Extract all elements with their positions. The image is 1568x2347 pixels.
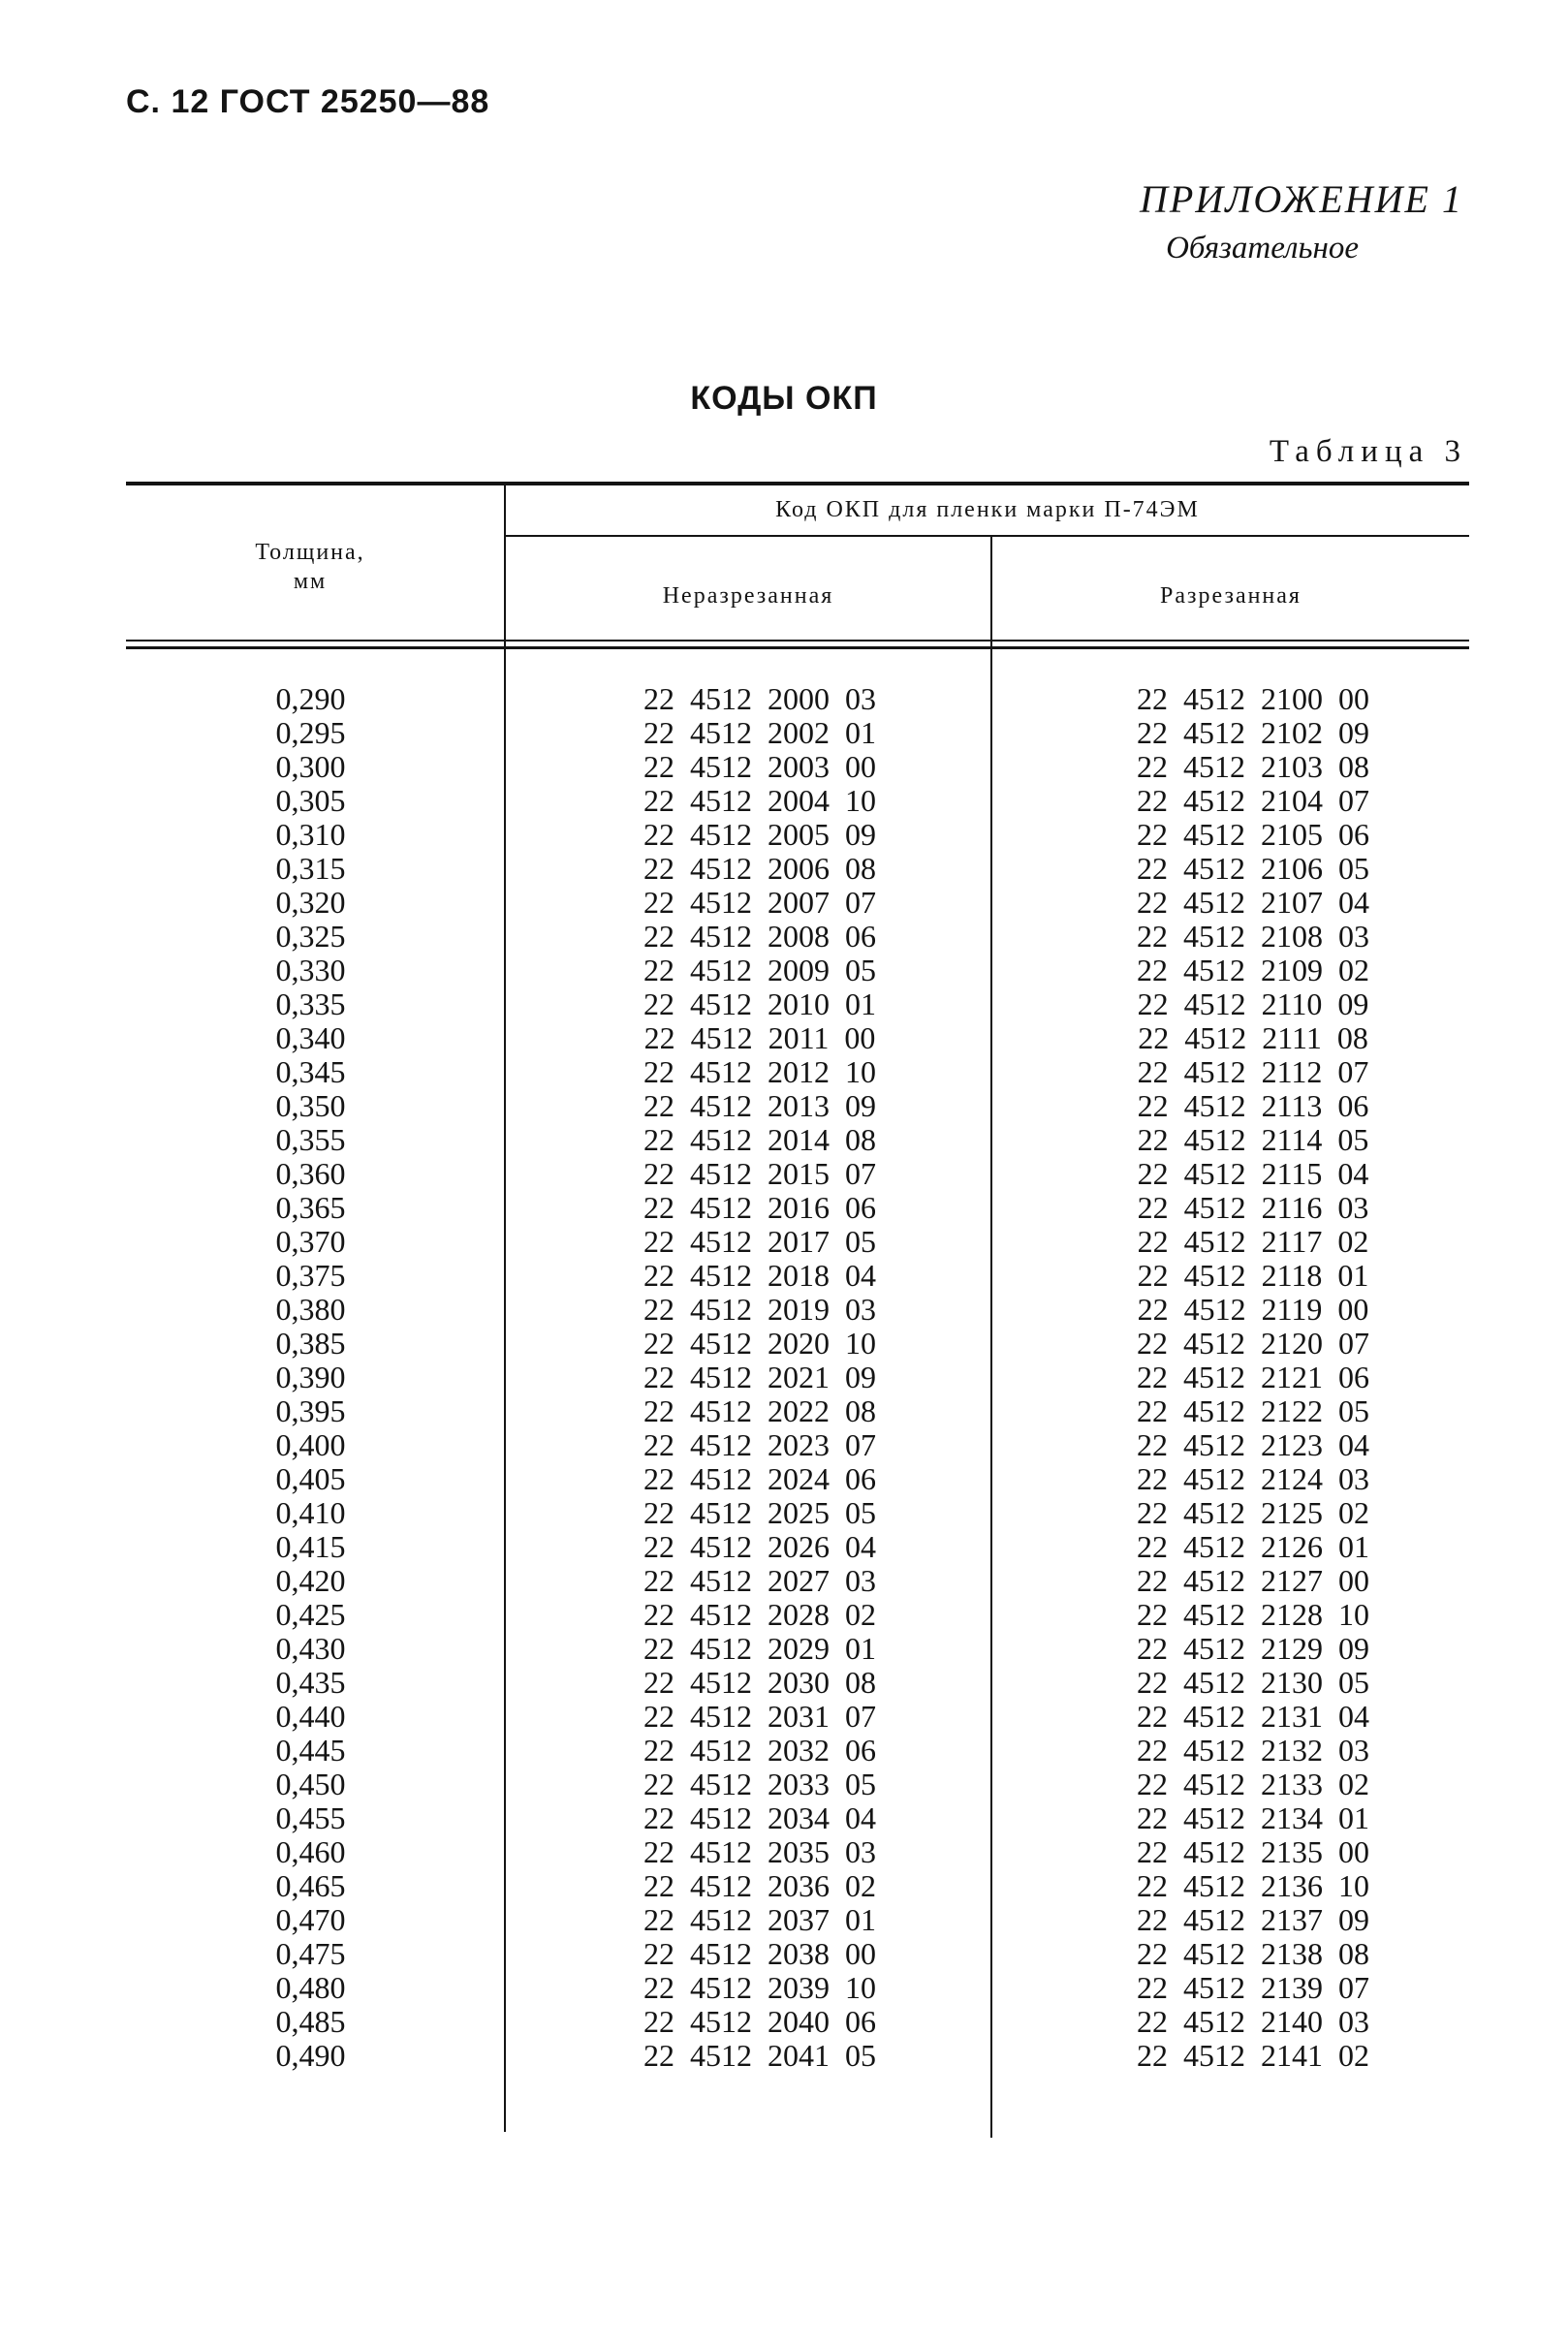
thickness-cell: 0,385: [275, 1326, 346, 1361]
thickness-cell: 0,445: [275, 1733, 346, 1768]
cut-code-cell: 22 4512 2129 09: [1137, 1631, 1369, 1666]
uncut-code-cell: 22 4512 2039 10: [643, 1970, 876, 2005]
table-row: [0, 1191, 1568, 1225]
table-row: [0, 818, 1568, 852]
table-row: [0, 852, 1568, 886]
table-row: [0, 1530, 1568, 1564]
thickness-cell: 0,305: [275, 783, 346, 818]
uncut-code-cell: 22 4512 2021 09: [643, 1360, 876, 1394]
cut-code-cell: 22 4512 2141 02: [1137, 2038, 1369, 2073]
uncut-code-cell: 22 4512 2027 03: [643, 1563, 876, 1598]
table-row: [0, 1225, 1568, 1259]
table-row: [0, 1123, 1568, 1157]
cut-code-cell: 22 4512 2122 05: [1137, 1393, 1369, 1428]
thickness-cell: 0,315: [275, 851, 346, 886]
table-row: [0, 1021, 1568, 1055]
table-row: [0, 1700, 1568, 1734]
uncut-code-cell: 22 4512 2024 06: [643, 1461, 876, 1496]
uncut-code-cell: 22 4512 2038 00: [643, 1936, 876, 1971]
thickness-cell: 0,410: [275, 1495, 346, 1530]
table-row: [0, 682, 1568, 716]
uncut-code-cell: 22 4512 2005 09: [643, 817, 876, 852]
uncut-code-cell: 22 4512 2009 05: [643, 953, 876, 987]
thickness-cell: 0,470: [275, 1902, 346, 1937]
uncut-code-cell: 22 4512 2035 03: [643, 1834, 876, 1869]
table-row: [0, 2005, 1568, 2039]
uncut-code-cell: 22 4512 2036 02: [643, 1868, 876, 1903]
cut-code-cell: 22 4512 2109 02: [1137, 953, 1369, 987]
thickness-cell: 0,330: [275, 953, 346, 987]
cut-code-cell: 22 4512 2139 07: [1137, 1970, 1369, 2005]
uncut-code-cell: 22 4512 2033 05: [643, 1767, 876, 1801]
appendix-title: ПРИЛОЖЕНИЕ 1: [1140, 177, 1463, 221]
table-row: [0, 1259, 1568, 1293]
table-row: [0, 1293, 1568, 1327]
cut-code-cell: 22 4512 2105 06: [1137, 817, 1369, 852]
uncut-code-cell: 22 4512 2004 10: [643, 783, 876, 818]
header-thickness: Толщина, мм: [255, 540, 365, 594]
table-top-rule: [126, 482, 1469, 485]
uncut-code-cell: 22 4512 2023 07: [643, 1427, 876, 1462]
uncut-code-cell: 22 4512 2015 07: [643, 1156, 876, 1191]
header-okp-code: Код ОКП для пленки марки П-74ЭМ: [775, 497, 1200, 522]
table-row: [0, 1394, 1568, 1428]
table-row: [0, 1869, 1568, 1903]
cut-code-cell: 22 4512 2106 05: [1137, 851, 1369, 886]
table-row: [0, 1157, 1568, 1191]
cut-code-cell: 22 4512 2102 09: [1137, 715, 1369, 750]
uncut-code-cell: 22 4512 2006 08: [643, 851, 876, 886]
thickness-cell: 0,425: [275, 1597, 346, 1632]
cut-code-cell: 22 4512 2104 07: [1137, 783, 1369, 818]
cut-code-cell: 22 4512 2116 03: [1137, 1190, 1369, 1225]
table-row: [0, 2039, 1568, 2073]
thickness-cell: 0,310: [275, 817, 346, 852]
table-row: [0, 1971, 1568, 2005]
thickness-cell: 0,370: [275, 1224, 346, 1259]
cut-code-cell: 22 4512 2124 03: [1137, 1461, 1369, 1496]
thickness-cell: 0,375: [275, 1258, 346, 1293]
table-row: [0, 1428, 1568, 1462]
cut-code-cell: 22 4512 2132 03: [1137, 1733, 1369, 1768]
thickness-cell: 0,295: [275, 715, 346, 750]
table-row: [0, 750, 1568, 784]
cut-code-cell: 22 4512 2138 08: [1137, 1936, 1369, 1971]
table-row: [0, 1801, 1568, 1835]
table-row: [0, 1089, 1568, 1123]
cut-code-cell: 22 4512 2113 06: [1137, 1088, 1369, 1123]
cut-code-cell: 22 4512 2131 04: [1137, 1699, 1369, 1734]
table-row: [0, 1666, 1568, 1700]
cut-code-cell: 22 4512 2125 02: [1137, 1495, 1369, 1530]
cut-code-cell: 22 4512 2114 05: [1137, 1122, 1369, 1157]
thickness-cell: 0,340: [275, 1020, 346, 1055]
cut-code-cell: 22 4512 2110 09: [1137, 986, 1369, 1021]
uncut-code-cell: 22 4512 2016 06: [643, 1190, 876, 1225]
thickness-cell: 0,355: [275, 1122, 346, 1157]
thickness-cell: 0,420: [275, 1563, 346, 1598]
uncut-code-cell: 22 4512 2003 00: [643, 749, 876, 784]
thickness-cell: 0,490: [275, 2038, 346, 2073]
header-bottom-rule-2: [126, 646, 1469, 649]
uncut-code-cell: 22 4512 2014 08: [643, 1122, 876, 1157]
thickness-cell: 0,475: [275, 1936, 346, 1971]
cut-code-cell: 22 4512 2127 00: [1137, 1563, 1369, 1598]
cut-code-cell: 22 4512 2118 01: [1137, 1258, 1369, 1293]
table-row: [0, 1903, 1568, 1937]
uncut-code-cell: 22 4512 2002 01: [643, 715, 876, 750]
thickness-cell: 0,460: [275, 1834, 346, 1869]
uncut-code-cell: 22 4512 2022 08: [643, 1393, 876, 1428]
cut-code-cell: 22 4512 2117 02: [1137, 1224, 1369, 1259]
uncut-code-cell: 22 4512 2000 03: [643, 681, 876, 716]
group-header-rule: [506, 535, 1469, 537]
uncut-code-cell: 22 4512 2017 05: [643, 1224, 876, 1259]
cut-code-cell: 22 4512 2107 04: [1137, 885, 1369, 920]
uncut-code-cell: 22 4512 2018 04: [643, 1258, 876, 1293]
thickness-cell: 0,320: [275, 885, 346, 920]
cut-code-cell: 22 4512 2126 01: [1137, 1529, 1369, 1564]
page-header: С. 12 ГОСТ 25250—88: [126, 83, 490, 120]
thickness-cell: 0,465: [275, 1868, 346, 1903]
cut-code-cell: 22 4512 2134 01: [1137, 1800, 1369, 1835]
uncut-code-cell: 22 4512 2032 06: [643, 1733, 876, 1768]
table-row: [0, 1496, 1568, 1530]
thickness-cell: 0,335: [275, 986, 346, 1021]
thickness-cell: 0,455: [275, 1800, 346, 1835]
table-row: [0, 1462, 1568, 1496]
uncut-code-cell: 22 4512 2011 00: [643, 1020, 876, 1055]
table-row: [0, 1734, 1568, 1768]
thickness-cell: 0,415: [275, 1529, 346, 1564]
cut-code-cell: 22 4512 2103 08: [1137, 749, 1369, 784]
thickness-cell: 0,365: [275, 1190, 346, 1225]
uncut-code-cell: 22 4512 2013 09: [643, 1088, 876, 1123]
uncut-code-cell: 22 4512 2008 06: [643, 919, 876, 954]
table-row: [0, 1361, 1568, 1394]
thickness-cell: 0,300: [275, 749, 346, 784]
thickness-cell: 0,360: [275, 1156, 346, 1191]
thickness-cell: 0,430: [275, 1631, 346, 1666]
thickness-cell: 0,390: [275, 1360, 346, 1394]
cut-code-cell: 22 4512 2120 07: [1137, 1326, 1369, 1361]
thickness-cell: 0,325: [275, 919, 346, 954]
table-row: [0, 1632, 1568, 1666]
table-row: [0, 1835, 1568, 1869]
thickness-cell: 0,440: [275, 1699, 346, 1734]
section-title: КОДЫ ОКП: [690, 380, 878, 417]
cut-code-cell: 22 4512 2140 03: [1137, 2004, 1369, 2039]
table-row: [0, 920, 1568, 954]
uncut-code-cell: 22 4512 2025 05: [643, 1495, 876, 1530]
appendix-subtitle: Обязательное: [1166, 231, 1359, 266]
thickness-cell: 0,485: [275, 2004, 346, 2039]
cut-code-cell: 22 4512 2111 08: [1138, 1020, 1368, 1055]
table-row: [0, 1598, 1568, 1632]
table-row: [0, 954, 1568, 987]
cut-code-cell: 22 4512 2108 03: [1137, 919, 1369, 954]
thickness-cell: 0,290: [275, 681, 346, 716]
table-row: [0, 1327, 1568, 1361]
header-cut: Разрезанная: [1160, 583, 1301, 609]
header-bottom-rule: [126, 640, 1469, 642]
uncut-code-cell: 22 4512 2034 04: [643, 1800, 876, 1835]
uncut-code-cell: 22 4512 2012 10: [643, 1054, 876, 1089]
cut-code-cell: 22 4512 2100 00: [1137, 681, 1369, 716]
uncut-code-cell: 22 4512 2041 05: [643, 2038, 876, 2073]
table-row: [0, 716, 1568, 750]
uncut-code-cell: 22 4512 2028 02: [643, 1597, 876, 1632]
uncut-code-cell: 22 4512 2029 01: [643, 1631, 876, 1666]
table-row: [0, 1055, 1568, 1089]
cut-code-cell: 22 4512 2130 05: [1137, 1665, 1369, 1700]
table-row: [0, 1564, 1568, 1598]
cut-code-cell: 22 4512 2128 10: [1137, 1597, 1369, 1632]
uncut-code-cell: 22 4512 2007 07: [643, 885, 876, 920]
cut-code-cell: 22 4512 2137 09: [1137, 1902, 1369, 1937]
thickness-cell: 0,400: [275, 1427, 346, 1462]
thickness-cell: 0,435: [275, 1665, 346, 1700]
table-body: [0, 682, 1568, 2073]
thickness-cell: 0,350: [275, 1088, 346, 1123]
uncut-code-cell: 22 4512 2026 04: [643, 1529, 876, 1564]
cut-code-cell: 22 4512 2119 00: [1137, 1292, 1369, 1327]
thickness-cell: 0,480: [275, 1970, 346, 2005]
cut-code-cell: 22 4512 2136 10: [1137, 1868, 1369, 1903]
table-row: [0, 1937, 1568, 1971]
thickness-cell: 0,395: [275, 1393, 346, 1428]
cut-code-cell: 22 4512 2121 06: [1137, 1360, 1369, 1394]
uncut-code-cell: 22 4512 2020 10: [643, 1326, 876, 1361]
table-row: [0, 987, 1568, 1021]
uncut-code-cell: 22 4512 2030 08: [643, 1665, 876, 1700]
uncut-code-cell: 22 4512 2010 01: [643, 986, 876, 1021]
uncut-code-cell: 22 4512 2040 06: [643, 2004, 876, 2039]
table-label: Таблица 3: [1269, 434, 1467, 469]
uncut-code-cell: 22 4512 2037 01: [643, 1902, 876, 1937]
uncut-code-cell: 22 4512 2031 07: [643, 1699, 876, 1734]
cut-code-cell: 22 4512 2112 07: [1137, 1054, 1369, 1089]
thickness-cell: 0,450: [275, 1767, 346, 1801]
cut-code-cell: 22 4512 2133 02: [1137, 1767, 1369, 1801]
cut-code-cell: 22 4512 2123 04: [1137, 1427, 1369, 1462]
table-row: [0, 886, 1568, 920]
table-row: [0, 1768, 1568, 1801]
uncut-code-cell: 22 4512 2019 03: [643, 1292, 876, 1327]
thickness-cell: 0,345: [275, 1054, 346, 1089]
cut-code-cell: 22 4512 2135 00: [1137, 1834, 1369, 1869]
header-uncut: Неразрезанная: [662, 583, 834, 609]
thickness-cell: 0,405: [275, 1461, 346, 1496]
cut-code-cell: 22 4512 2115 04: [1137, 1156, 1369, 1191]
table-row: [0, 784, 1568, 818]
thickness-cell: 0,380: [275, 1292, 346, 1327]
